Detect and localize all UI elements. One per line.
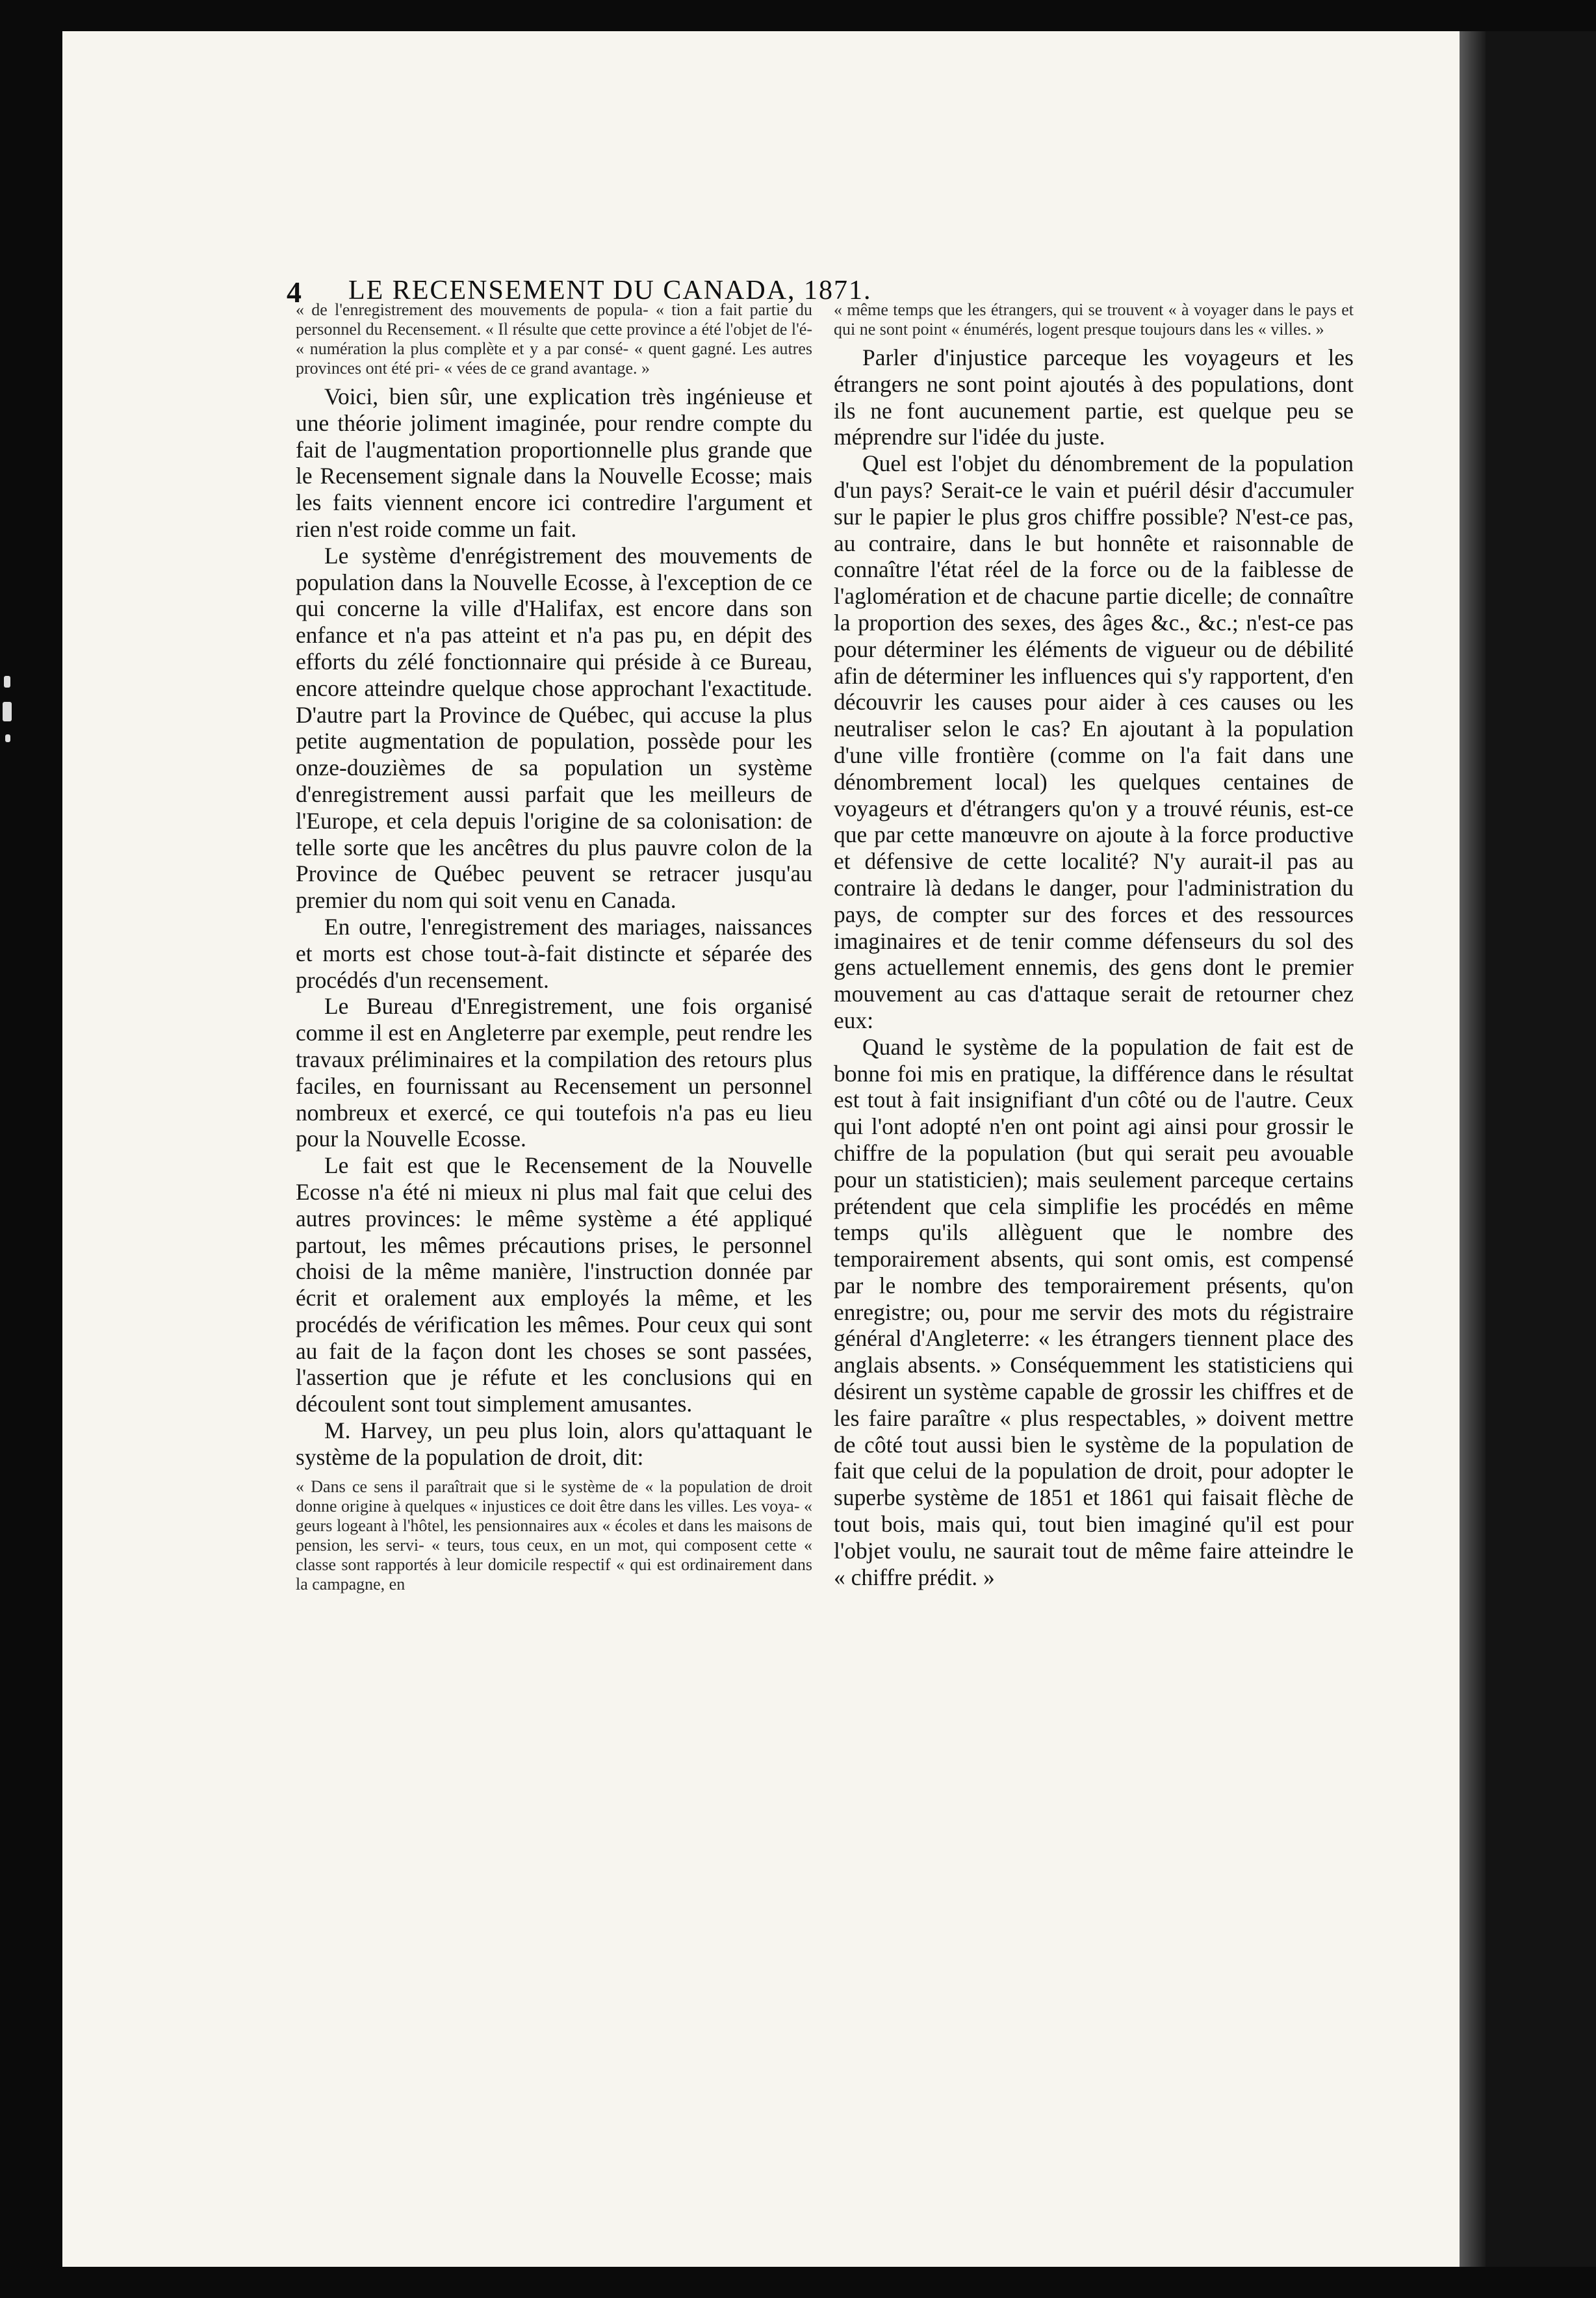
paragraph: Le Bureau d'Enregistrement, une fois organisé comme il est en Angleterre par exemple, peut rendre les travaux préliminaires et la compilation des retours plus faciles, en fournissant au Recensement un personnel nombreux et exercé, ce qui toutefois n'a pas eu lieu pour la Nouvelle Ecosse. bbox=[296, 993, 812, 1152]
scan-border bbox=[1486, 31, 1596, 2267]
quote-block: « Dans ce sens il paraîtrait que si le système de « la population de droit donne origine à quelques « injustices ce doit être dans les villes. Les voya- « geurs logeant à l'hôtel, les pensionnaires aux « écoles et dans les maisons de pension, les servi- « teurs, tous ceux, en un mot, qui composent cette « classe sont rapportés à leur domicile respectif « qui est ordinairement dans la campagne, en bbox=[296, 1477, 812, 1594]
paragraph: En outre, l'enregistrement des mariages, naissances et morts est chose tout-à-fait distincte et séparée des procédés d'un recensement. bbox=[296, 913, 812, 993]
quote-block: « même temps que les étrangers, qui se trouvent « à voyager dans le pays et qui ne sont point « énumérés, logent presque toujours dans les « villes. » bbox=[834, 300, 1354, 339]
paragraph: Quand le système de la population de fait est de bonne foi mis en pratique, la différence dans le résultat est tout à fait insignifiant d'un côté ou de l'autre. Ceux qui l'ont adopté n'en ont point agi ainsi pour grossir le chiffre de la population (but qui serait peu avouable pour un statisticien); mais seulement parceque certains prétendent que cela simplifie les procédés en même temps qu'ils allèguent que le nombre des temporairement absents, qui sont omis, est compensé par le nombre des temporairement présents, qu'on enregistre; ou, pour me servir des mots du régistraire général d'Angleterre: « les étrangers tiennent place des anglais absents. » Conséquemment les statisticiens qui désirent un système capable de grossir les chiffres et de les faire paraître « plus respectables, » doivent mettre de côté tout aussi bien le système de la population de fait que celui de la population de droit, pour adopter le superbe système de 1851 et 1861 qui faisait flèche de tout bois, mais qui, tout bien imaginé qu'il est pour l'objet voulu, ne saurait tout de même faire atteindre le « chiffre prédit. » bbox=[834, 1033, 1354, 1590]
page-edge-shadow bbox=[1460, 31, 1486, 2267]
left-column bbox=[296, 300, 812, 1594]
paragraph: Parler d'injustice parceque les voyageurs et les étrangers ne sont point ajoutés à des populations, dont ils ne font aucunement partie, est quelque peu se méprendre sur l'idée du juste. bbox=[834, 344, 1354, 450]
page-number: 4 bbox=[287, 276, 303, 309]
running-title: LE RECENSEMENT DU CANADA, 1871. bbox=[348, 276, 872, 305]
scan-marks bbox=[0, 676, 26, 754]
paragraph: Le système d'enrégistrement des mouvements de population dans la Nouvelle Ecosse, à l'exception de ce qui concerne la ville d'Halifax, est encore dans son enfance et n'a pas atteint et n'a pas pu, en dépit des efforts du zélé fonctionnaire qui préside à ce Bureau, encore atteindre quelque chose approchant l'exactitude. D'autre part la Province de Québec, qui accuse la plus petite augmentation de population, possède pour les onze-douzièmes de sa population un système d'enregistrement aussi parfait que les meilleurs de l'Europe, et cela depuis l'origine de sa colonisation: de telle sorte que les ancêtres du plus pauvre colon de la Province de Québec peuvent se retracer jusqu'au premier du nom qui soit venu en Canada. bbox=[296, 542, 812, 914]
paragraph: Le fait est que le Recensement de la Nouvelle Ecosse n'a été ni mieux ni plus mal fait que celui des autres provinces: le même système a été appliqué partout, les mêmes précautions prises, le personnel choisi de la même manière, l'instruction donnée par écrit et oralement aux employés la même, et les procédés de vérification les mêmes. Pour ceux qui sont au fait de la façon dont les choses se sont passées, l'assertion que je réfute et les conclusions qui en découlent sont tout simplement amusantes. bbox=[296, 1152, 812, 1417]
paragraph: Quel est l'objet du dénombrement de la population d'un pays? Serait-ce le vain et puéril désir d'accumuler sur le papier le plus gros chiffre possible? N'est-ce pas, au contraire, dans le but honnête et raisonnable de connaître l'état réel de la force ou de la faiblesse de l'aglomération et de chacune partie dicelle; de connaître la proportion des sexes, des âges &c., &c.; n'est-ce pas pour déterminer les éléments de vigueur ou de débilité afin de déterminer les influences qui s'y rapportent, d'en découvrir les causes pour aider à ces causes ou les neutraliser selon le cas? En ajoutant à la population d'une ville frontière (comme on l'a fait dans une dénombrement local) les quelques centaines de voyageurs et d'étrangers qu'on y a trouvé réunis, est-ce que par cette manœuvre on ajoute à la force productive et défensive de cette localité? N'y aurait-il pas au contraire là dedans le danger, pour l'administration du pays, de compter sur des forces et des ressources imaginaires et de tenir comme défenseurs du sol des gens actuellement ennemis, des gens dont le premier mouvement au cas d'attaque serait de retourner chez eux: bbox=[834, 450, 1354, 1033]
right-column bbox=[834, 300, 1354, 1590]
paragraph: M. Harvey, un peu plus loin, alors qu'attaquant le système de la population de droit, dit: bbox=[296, 1417, 812, 1470]
paragraph: Voici, bien sûr, une explication très ingénieuse et une théorie joliment imaginée, pour rendre compte du fait de l'augmentation proportionnelle plus grande que le Recensement signale dans la Nouvelle Ecosse; mais les faits viennent encore ici contredire l'argument et rien n'est roide comme un fait. bbox=[296, 383, 812, 542]
quote-block: « de l'enregistrement des mouvements de popula- « tion a fait partie du personnel du Recensement. « Il résulte que cette province a été l'objet de l'é- « numération la plus complète et y a par consé- « quent gagné. Les autres provinces ont été pri- « vées de ce grand avantage. » bbox=[296, 300, 812, 378]
